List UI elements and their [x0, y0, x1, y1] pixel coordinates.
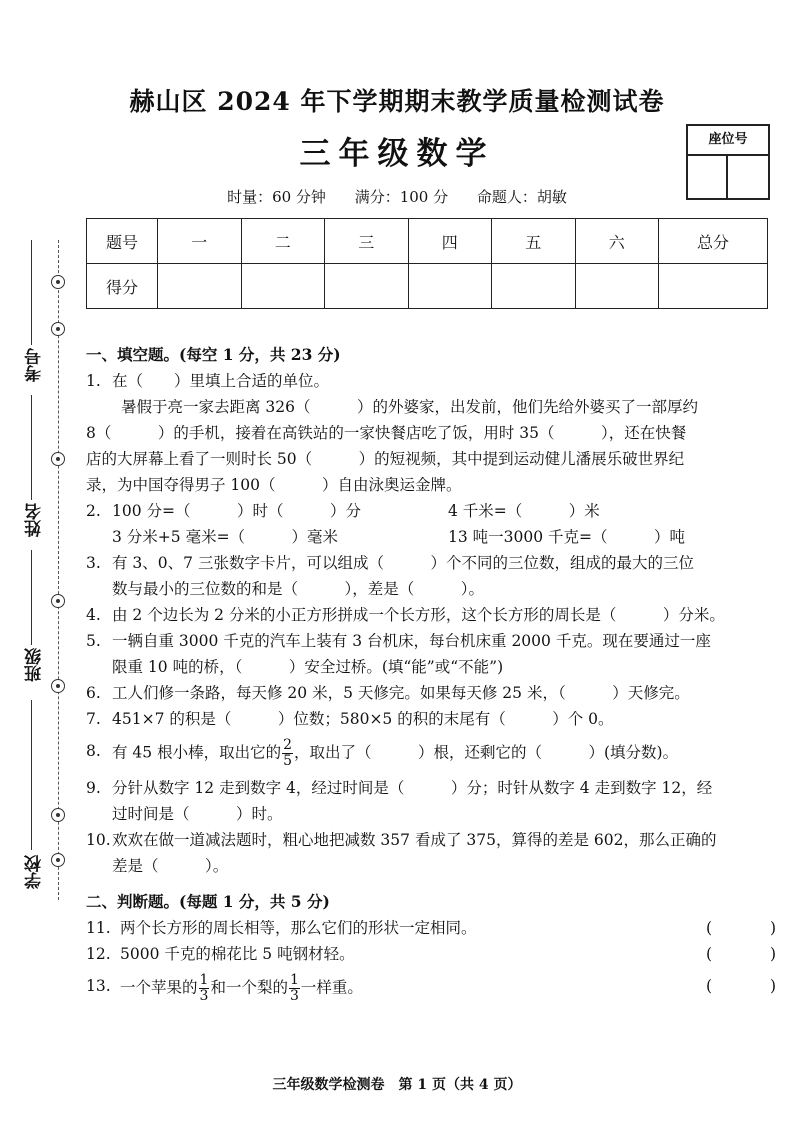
score-cell[interactable] [492, 264, 576, 309]
binding-hole-icon [51, 853, 65, 867]
question-5 [86, 628, 776, 680]
question-number: 6. [86, 684, 101, 702]
seat-number-label: 座位号 [688, 126, 768, 156]
question-row [112, 498, 776, 524]
fraction-denominator: 5 [283, 753, 292, 769]
binding-hole-icon [51, 452, 65, 466]
question-2-a: 100 分=（ ）时（ ）分 [112, 502, 362, 520]
question-13-pre: 一个苹果的 [120, 978, 198, 997]
fraction-denominator: 3 [289, 988, 299, 1004]
question-8 [86, 738, 776, 769]
exam-content [86, 340, 776, 1004]
question-8-post: ，取出了（ ）根，还剩它的（ ）(填分数)。 [294, 743, 679, 762]
exam-full-score: 满分：100 分 [354, 188, 449, 206]
exam-no-label: 考号 [25, 348, 45, 382]
question-11 [86, 915, 776, 941]
question-number: 2. [86, 502, 101, 520]
question-13 [86, 973, 776, 1004]
exam-title: 赫山区 2024 年下学期期末教学质量检测试卷 [129, 87, 665, 116]
class-label: 班级 [25, 648, 45, 682]
score-cell[interactable] [575, 264, 659, 309]
paren-open: ( [706, 919, 713, 937]
paren-close: ) [769, 919, 776, 937]
question-line: 451×7 的积是（ ）位数；580×5 的积的末尾有（ ）个 0。 [112, 710, 614, 728]
question-1-line: 8（ ）的手机，接着在高铁站的一家快餐店吃了饭，用时 35（ ），还在快餐 [86, 424, 687, 442]
binding-dashed-line [58, 240, 59, 900]
answer-paren[interactable] [706, 973, 776, 1004]
question-4 [86, 602, 776, 628]
question-line: 一辆自重 3000 千克的汽车上装有 3 台机床，每台机床重 2000 千克。现在要通过一座 [112, 632, 711, 650]
score-cell[interactable] [408, 264, 492, 309]
question-8-pre: 有 45 根小棒，取出它的 [112, 743, 282, 762]
question-number: 3. [86, 554, 101, 572]
score-header-cell: 六 [575, 219, 659, 264]
fraction [199, 973, 210, 1004]
score-table-score-row [87, 264, 768, 309]
question-3 [86, 550, 776, 602]
exam-subtitle: 三年级数学 [299, 136, 495, 172]
score-header-cell: 题号 [87, 219, 158, 264]
question-number: 10. [86, 831, 111, 849]
fraction-numerator: 1 [199, 972, 209, 988]
fraction [289, 973, 300, 1004]
question-number: 11. [86, 919, 111, 937]
question-13-mid: 和一个梨的 [210, 978, 288, 997]
score-header-cell: 五 [492, 219, 576, 264]
question-line: 由 2 个边长为 2 分米的小正方形拼成一个长方形，这个长方形的周长是（ ）分米。 [112, 606, 725, 624]
paren-open: ( [706, 945, 713, 963]
question-line: 有 3、0、7 三张数字卡片，可以组成（ ）个不同的三位数，组成的最大的三位 [112, 554, 694, 572]
score-table [86, 218, 768, 309]
score-cell[interactable] [325, 264, 409, 309]
score-header-cell: 总分 [659, 219, 768, 264]
fraction [282, 738, 293, 769]
score-header-cell: 三 [325, 219, 409, 264]
score-header-cell: 二 [241, 219, 325, 264]
answer-paren[interactable] [706, 915, 776, 941]
question-1-line: 录，为中国夺得男子 100（ ）自由泳奥运金牌。 [86, 476, 462, 494]
score-cell[interactable] [158, 264, 242, 309]
school-label: 学校 [25, 855, 45, 889]
binding-hole-icon [51, 808, 65, 822]
question-1 [86, 368, 776, 394]
question-10 [86, 827, 776, 879]
question-1-line: 店的大屏幕上看了一则时长 50（ ）的短视频，其中提到运动健儿潘展乐破世界纪 [86, 450, 685, 468]
name-line [31, 395, 32, 500]
question-number: 5. [86, 632, 101, 650]
section-2-title: 二、判断题。(每题 1 分，共 5 分) [86, 892, 330, 911]
question-7 [86, 706, 776, 732]
exam-time: 时量：60 分钟 [227, 188, 326, 206]
question-line: 工人们修一条路，每天修 20 米，5 天修完。如果每天修 25 米，（ ）天修完。 [112, 684, 690, 702]
page-footer: 三年级数学检测卷 第 1 页（共 4 页） [272, 1077, 522, 1093]
binding-hole-icon [51, 594, 65, 608]
class-line [31, 550, 32, 645]
question-row [112, 524, 776, 550]
exam-meta [0, 186, 794, 207]
question-number: 8. [86, 742, 101, 760]
question-line [112, 973, 363, 1004]
binding-hole-icon [51, 679, 65, 693]
question-1-line: 暑假于亮一家去距离 326（ ）的外婆家，出发前，他们先给外婆买了一部厚约 [121, 398, 699, 416]
question-line [112, 738, 776, 769]
question-number: 13. [86, 977, 111, 995]
fraction-denominator: 3 [199, 988, 209, 1004]
question-2-b: 4 千米=（ ）米 [448, 502, 600, 520]
school-line [31, 700, 32, 850]
question-13-post: 一样重。 [300, 978, 363, 997]
name-label: 姓名 [25, 503, 45, 537]
question-number: 4. [86, 606, 101, 624]
question-number: 12. [86, 945, 111, 963]
fraction-numerator: 1 [289, 972, 299, 988]
question-line: 限重 10 吨的桥，（ ）安全过桥。(填“能”或“不能”) [112, 658, 504, 676]
question-line: 两个长方形的周长相等，那么它们的形状一定相同。 [120, 919, 477, 937]
question-line: 差是（ ）。 [112, 857, 229, 875]
question-2 [86, 498, 776, 550]
question-number: 9. [86, 779, 101, 797]
question-line: 分针从数字 12 走到数字 4，经过时间是（ ）分；时针从数字 4 走到数字 12，经 [112, 779, 713, 797]
question-number: 7. [86, 710, 101, 728]
question-line: 5000 千克的棉花比 5 吨钢材轻。 [120, 945, 355, 963]
binding-hole-icon [51, 275, 65, 289]
exam-no-line [31, 240, 32, 345]
exam-author: 命题人：胡敏 [476, 188, 567, 206]
paren-close: ) [769, 945, 776, 963]
score-cell[interactable] [659, 264, 768, 309]
question-stem: 在（ ）里填上合适的单位。 [112, 372, 330, 390]
question-number: 1. [86, 372, 101, 390]
question-9 [86, 775, 776, 827]
question-12 [86, 941, 776, 967]
question-line: 欢欢在做一道减法题时，粗心地把减数 357 看成了 375，算得的差是 602，那么正确的 [112, 831, 717, 849]
score-table-header-row [87, 219, 768, 264]
question-2-c: 3 分米+5 毫米=（ ）毫米 [112, 528, 339, 546]
fraction-numerator: 2 [283, 737, 292, 753]
score-cell[interactable] [241, 264, 325, 309]
answer-paren[interactable] [706, 941, 776, 967]
score-header-cell: 一 [158, 219, 242, 264]
binding-hole-icon [51, 322, 65, 336]
paren-close: ) [769, 977, 776, 995]
score-row-label: 得分 [87, 264, 158, 309]
question-line: 数与最小的三位数的和是（ ），差是（ ）。 [112, 580, 485, 598]
section-1-title: 一、填空题。(每空 1 分，共 23 分) [86, 345, 341, 364]
score-header-cell: 四 [408, 219, 492, 264]
paren-open: ( [706, 977, 713, 995]
question-6 [86, 680, 776, 706]
question-2-d: 13 吨一3000 千克=（ ）吨 [448, 528, 686, 546]
question-line: 过时间是（ ）时。 [112, 805, 283, 823]
